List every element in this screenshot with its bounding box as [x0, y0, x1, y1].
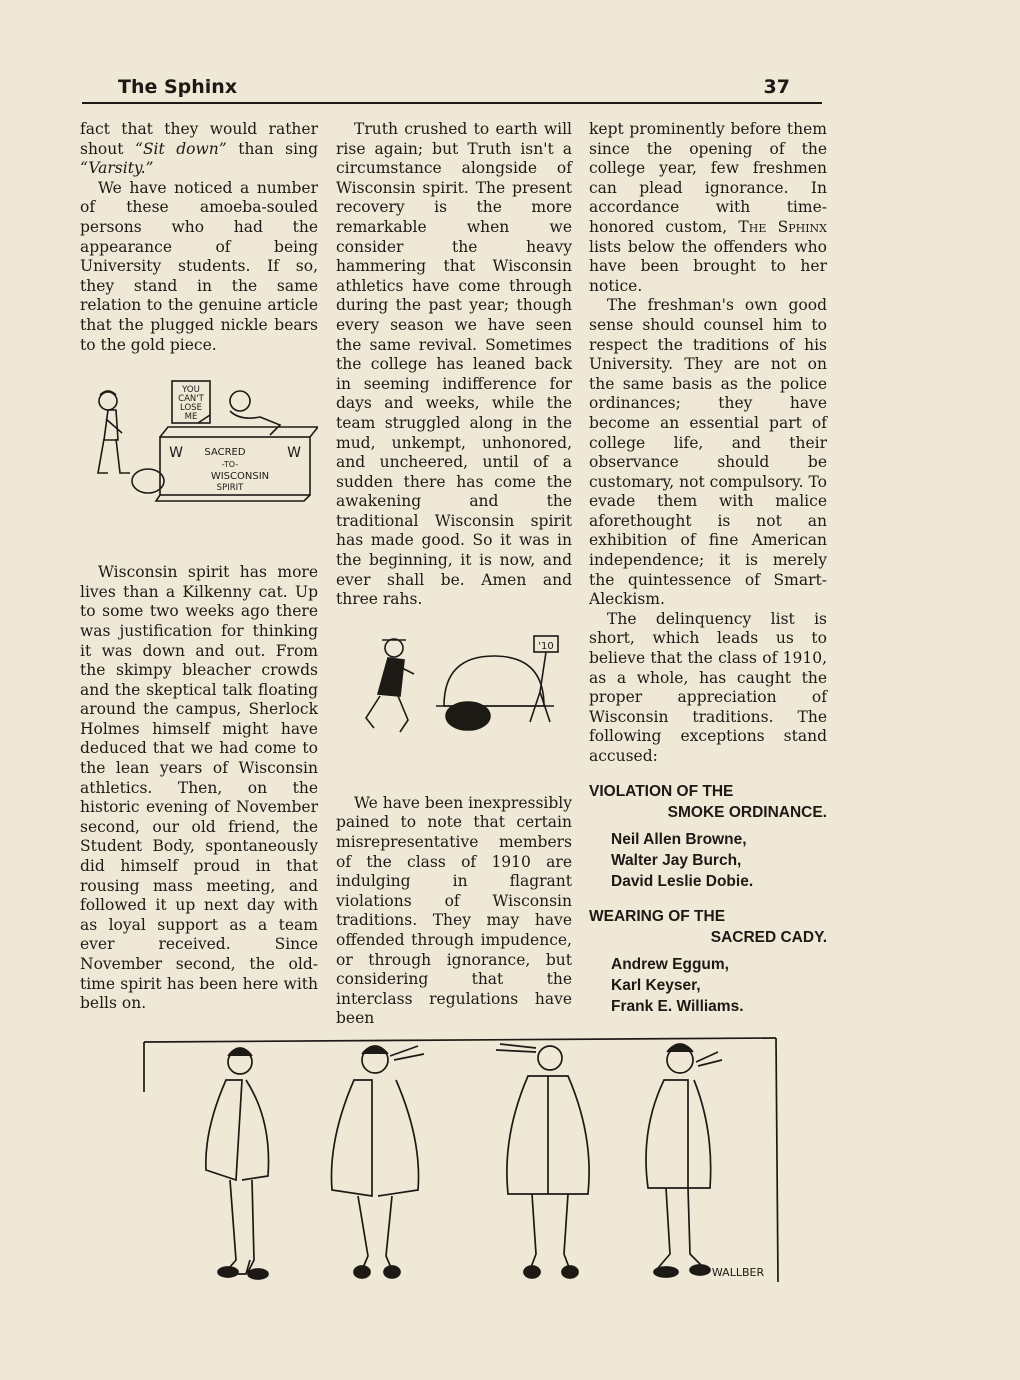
section-heading-smoke [589, 781, 827, 823]
chest-line: WISCONSIN [210, 471, 270, 483]
offender-list-cady [611, 954, 827, 1017]
section-heading-cady [589, 906, 827, 948]
paragraph: Wisconsin spirit has more lives than a Kilkenny cat. Up to some two weeks ago there was justification for thinking it was down and out. From the skimpy bleacher crowds and the skeptical talk floating around the campus, Sherlock Holmes himself might have deduced that we had come to the lean years of Wisconsin athletics. Then, on the historic evening of November second, our old friend, the Student Body, spontaneously did himself proud in that rousing mass meeting, and followed it up next day with as loyal support as a team ever received. Since November second, the old-time spirit has been here with bells on. [80, 563, 318, 1013]
column-2 [336, 120, 572, 1029]
paragraph: We have been inexpressibly pained to note that certain misrepresentative members of the class of 1910 are indulging in flagrant violations of Wisconsin traditions. They may have offended through impudence, or through ignorance, but considering that the interclass regulations have been [336, 793, 572, 1028]
boy-head [99, 392, 117, 410]
quote-sit-down: “Sit down” [135, 139, 227, 158]
chest-line: -TO- [221, 460, 239, 470]
chest-line: SPIRIT [216, 483, 244, 494]
offender-name: Andrew Eggum, [611, 955, 729, 973]
heading-line: VIOLATION OF THE [589, 782, 734, 800]
artist-signature: WALLBER [711, 1266, 765, 1279]
heading-line: SMOKE ORDINANCE. [667, 803, 827, 821]
cartoon-1-slot [80, 355, 318, 563]
column-1 [80, 120, 318, 1014]
freshman-head [385, 639, 403, 657]
chest-line: SACRED [204, 447, 246, 459]
cartoon-2-slot [336, 610, 572, 794]
flag-label: '10 [538, 640, 554, 652]
heading-line: WEARING OF THE [589, 907, 726, 925]
giant-cap [444, 656, 544, 706]
figure-smoker-1 [206, 1048, 269, 1279]
paragraph: The freshman's own good sense should counsel him to respect the traditions of his University. They are not on the same basis as the police ordinances; they have become an essential part of college life, and their observance should be customary, not compulsory. To evade them with malice aforethought is not an exhibition of fine American independence; it is merely the quintessence of Smart-Aleckism. [589, 296, 827, 609]
chest-w-right: W [287, 445, 301, 462]
text: fact that they would rather shout [80, 120, 318, 158]
offender-name: Walter Jay Burch, [611, 851, 742, 869]
sign-line: CAN'T [178, 394, 204, 405]
figure-smoker-3 [496, 1044, 589, 1278]
quote-varsity: “Varsity.” [80, 159, 154, 178]
offender-list-smoke [611, 829, 827, 892]
paragraph [589, 120, 827, 296]
sphinx-smallcaps: The Sphinx [738, 217, 827, 236]
running-header [82, 74, 822, 104]
text: lists below the offenders who have been brought to her notice. [589, 237, 827, 295]
cartoon-sacred-spirit [80, 377, 318, 547]
figure-smoker-4 [646, 1044, 722, 1277]
paragraph: The delinquency list is short, which leads us to believe that the class of 1910, as a whole, has caught the proper appreciation of Wisconsin traditions. The following exceptions stand accused: [589, 609, 827, 765]
paragraph: Truth crushed to earth will rise again; but Truth isn't a circumstance alongside of Wisconsin spirit. The present recovery is the more remarkable when we consider the heavy hammering that Wisconsin athletics have come through during the past year; though every season we have seen the same revival. Sometimes the college has leaned back in seeming indifference for days and weeks, while the team struggled along in the mud, unkempt, unhonored, and uncheered, until of a sudden there has come the awakening and the traditional Wisconsin spirit has made good. So it was in the beginning, it is now, and ever shall be. Amen and three rahs. [336, 120, 572, 609]
sign-line: LOSE [180, 403, 202, 414]
column-3 [589, 120, 827, 1017]
sign-line: ME [184, 412, 198, 423]
paragraph: We have noticed a number of these amoeba-souled persons who had the appearance of being University students. If so, they stand in the same relation to the genuine article that the plugged nickle bears to the gold piece. [80, 178, 318, 354]
offender-name: Frank E. Williams. [611, 997, 744, 1015]
page-number: 37 [763, 76, 790, 98]
text: than sing [226, 139, 318, 158]
text: kept prominently before them since the opening of the college year, few freshmen can plead ignorance. In accordance with time-honored custom, [589, 120, 827, 236]
heading-line: SACRED CADY. [710, 928, 827, 946]
sign-line: YOU [182, 385, 200, 396]
offender-name: Karl Keyser, [611, 976, 701, 994]
magazine-title: The Sphinx [118, 76, 238, 98]
offender-name: Neil Allen Browne, [611, 830, 747, 848]
paragraph [80, 120, 318, 179]
imp-head [230, 391, 250, 411]
chest-w-left: W [169, 445, 183, 462]
cartoon-smoking-freshmen [140, 1032, 782, 1294]
figure-smoker-2 [331, 1046, 424, 1278]
cartoon-freshman-cap [336, 630, 572, 760]
offender-name: David Leslie Dobie. [611, 872, 754, 890]
